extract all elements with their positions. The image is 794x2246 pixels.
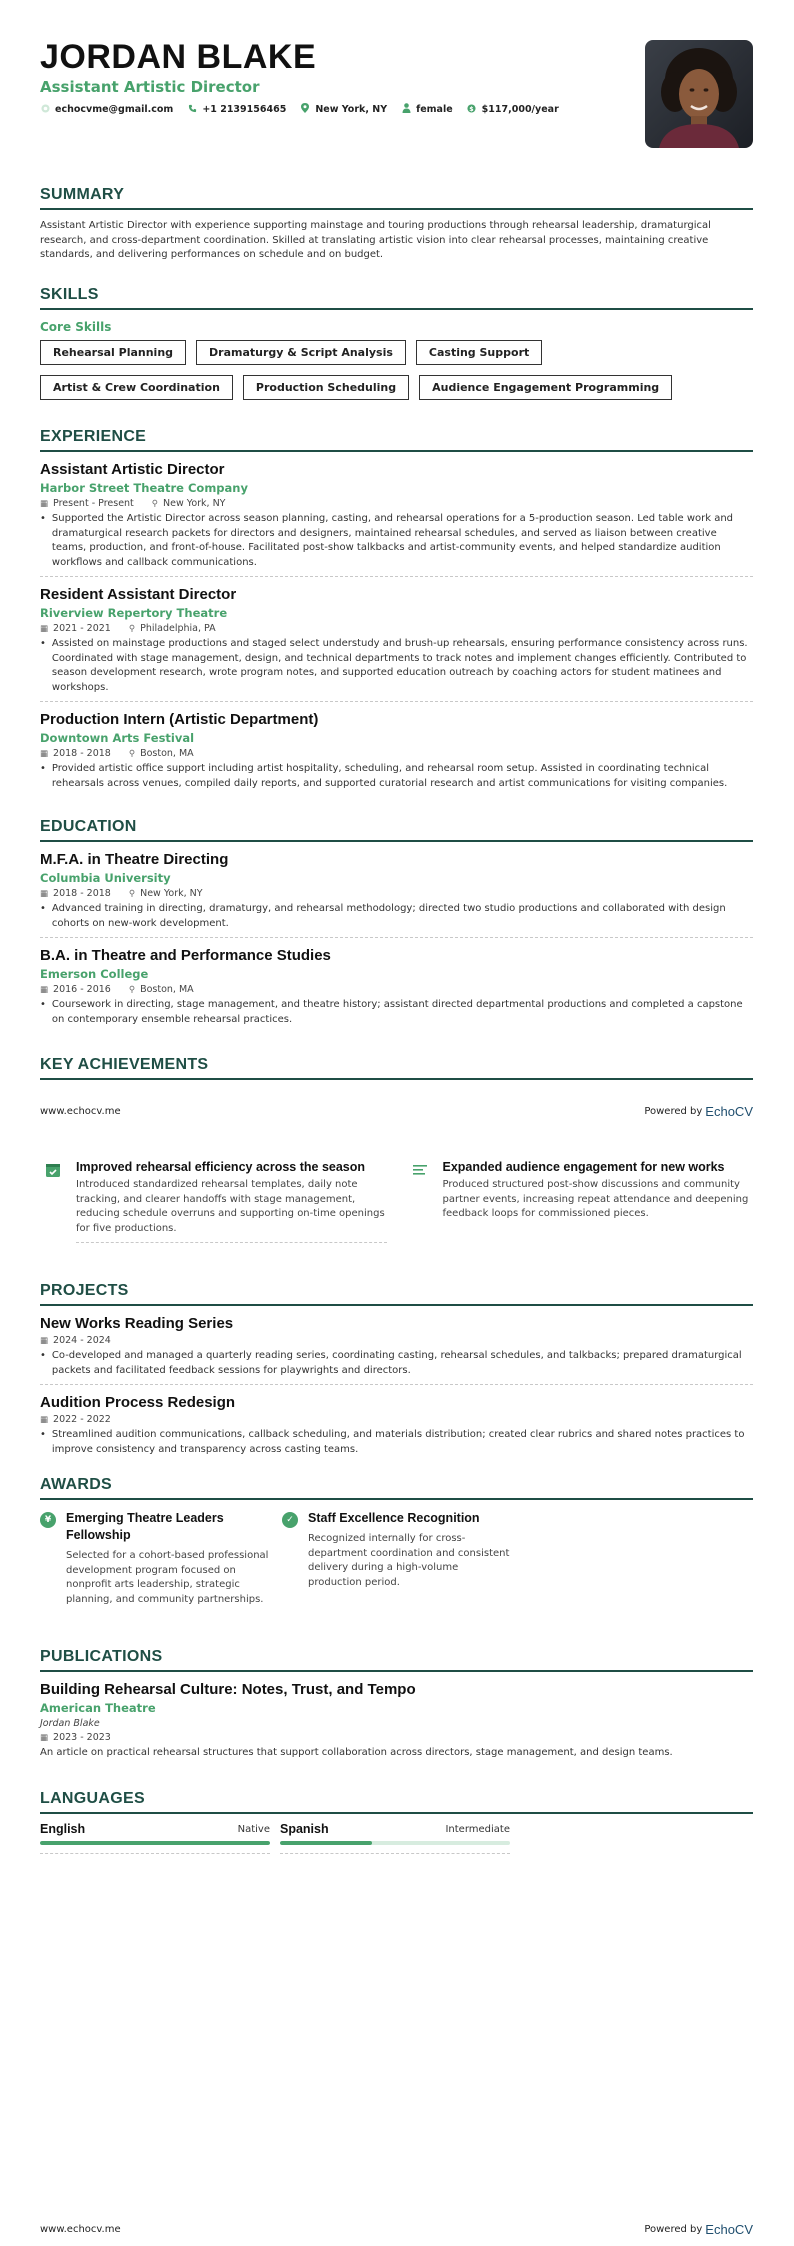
lines-icon [407, 1160, 433, 1243]
language-bar-fill [40, 1841, 270, 1845]
contact-salary [467, 104, 559, 116]
location-icon: ⚲ [128, 984, 136, 995]
footer-site[interactable]: www.echocv.me [40, 1106, 121, 1117]
employer-name: Downtown Arts Festival [40, 731, 195, 745]
job-meta [40, 498, 753, 509]
skills-subheading: Core Skills [40, 320, 112, 334]
phone-icon [187, 104, 197, 116]
summary-section [40, 186, 753, 263]
contact-email[interactable] [40, 104, 173, 116]
contact-salary-text: $117,000/year [481, 104, 559, 115]
skill-tag: Artist & Crew Coordination [40, 375, 233, 400]
awards-section [40, 1476, 753, 1607]
education-meta [40, 888, 753, 899]
job-meta [40, 623, 753, 634]
awards-heading: AWARDS [40, 1476, 753, 1500]
bullet-icon: • [40, 903, 46, 914]
contact-gender [401, 103, 453, 116]
award-description: Selected for a cohort-based professional development program focused on nonprofit arts leadership, strategic planning, and community partnerships. [66, 1550, 269, 1605]
projects-heading: PROJECTS [40, 1282, 753, 1306]
job-description: Assisted on mainstage productions and staged select understudy and brush-up rehearsals, ensuring performance consistency across runs. Coordinated with stage management, design, and technical departments to track notes and implement changes efficiently. Contributed to season development research, wrote program notes, and supported education outreach by coaching actors for student matinees and workshops. [51, 638, 748, 693]
skill-tag: Dramaturgy & Script Analysis [196, 340, 406, 365]
language-bar [280, 1841, 510, 1845]
calendar-icon: ▦ [40, 1732, 49, 1743]
calendar-icon: ▦ [40, 748, 49, 759]
experience-entry [40, 461, 753, 577]
bullet-icon: • [40, 763, 46, 774]
summary-heading: SUMMARY [40, 186, 753, 210]
footer-brand-name: EchoCV [705, 2222, 753, 2237]
job-title: Resident Assistant Director [40, 586, 237, 603]
calendar-icon: ▦ [40, 984, 49, 995]
calendar-check-icon [40, 1160, 66, 1243]
education-dates: 2016 - 2016 [53, 984, 111, 995]
job-title: Production Intern (Artistic Department) [40, 711, 319, 728]
candidate-role: Assistant Artistic Director [40, 78, 260, 96]
person-icon [401, 103, 411, 116]
degree-title: B.A. in Theatre and Performance Studies [40, 947, 331, 964]
salary-icon [467, 104, 477, 116]
profile-photo [645, 40, 753, 148]
education-dates: 2018 - 2018 [53, 888, 111, 899]
project-dates: 2022 - 2022 [53, 1414, 111, 1425]
project-dates: 2024 - 2024 [53, 1335, 111, 1346]
languages-section [40, 1790, 753, 1854]
bullet-icon: • [40, 513, 46, 524]
job-title: Assistant Artistic Director [40, 461, 225, 478]
skill-tag: Casting Support [416, 340, 542, 365]
project-meta [40, 1414, 753, 1425]
project-title: Audition Process Redesign [40, 1394, 236, 1411]
publications-heading: PUBLICATIONS [40, 1648, 753, 1672]
footer-site[interactable]: www.echocv.me [40, 2224, 121, 2235]
job-location: Boston, MA [140, 748, 194, 759]
project-meta [40, 1335, 753, 1346]
award-title: Emerging Theatre Leaders Fellowship [66, 1511, 224, 1542]
award-item [282, 1510, 512, 1607]
location-icon: ⚲ [128, 888, 136, 899]
achievement-title: Expanded audience engagement for new works [442, 1160, 725, 1174]
language-name: English [40, 1822, 86, 1836]
achievement-title: Improved rehearsal efficiency across the season [76, 1160, 366, 1174]
skill-tag: Production Scheduling [243, 375, 409, 400]
calendar-icon: ▦ [40, 1414, 49, 1425]
contact-phone-text: +1 2139156465 [202, 104, 287, 115]
award-description: Recognized internally for cross-department coordination and consistent delivery during a high-volume production period. [308, 1533, 510, 1588]
language-item [280, 1822, 510, 1854]
candidate-name: JORDAN BLAKE [40, 38, 317, 76]
job-dates: Present - Present [53, 498, 134, 509]
language-level: Native [237, 1823, 270, 1835]
contact-location-text: New York, NY [315, 104, 388, 115]
publication-dates: 2023 - 2023 [53, 1732, 111, 1743]
language-bar [40, 1841, 270, 1845]
project-description: Streamlined audition communications, callback scheduling, and materials distribution; created clear rubrics and shared notes practices to improve consistency and transparency across casting teams. [51, 1429, 745, 1455]
publications-section [40, 1648, 753, 1767]
award-item [40, 1510, 270, 1607]
location-icon: ⚲ [128, 748, 136, 759]
bullet-icon: • [40, 1429, 46, 1440]
education-section [40, 818, 753, 1033]
education-entry [40, 851, 753, 938]
skill-tags [40, 340, 740, 400]
job-location: New York, NY [163, 498, 226, 509]
location-icon: ⚲ [128, 623, 136, 634]
awards-list [40, 1510, 753, 1607]
employer-name: Harbor Street Theatre Company [40, 481, 248, 495]
achievement-description: Produced structured post-show discussions and community partner events, increasing repeat attendance and deepening feedback loops for commissioned pieces. [442, 1179, 749, 1219]
experience-entry [40, 586, 753, 702]
achievement-item [40, 1160, 387, 1243]
location-icon: ⚲ [151, 498, 159, 509]
project-title: New Works Reading Series [40, 1315, 234, 1332]
footer-powered: Powered by [644, 2224, 703, 2235]
job-dates: 2018 - 2018 [53, 748, 111, 759]
project-entry [40, 1394, 753, 1463]
footer-brand-name: EchoCV [705, 1104, 753, 1119]
publication-title: Building Rehearsal Culture: Notes, Trust, and Tempo [40, 1681, 416, 1698]
school-name: Columbia University [40, 871, 171, 885]
education-entry [40, 947, 753, 1033]
location-icon [300, 103, 310, 116]
school-name: Emerson College [40, 967, 149, 981]
page-footer [40, 1104, 753, 1119]
job-description: Provided artistic office support including artist hospitality, scheduling, and rehearsal room setup. Assisted in coordinating technical rehearsals across venues, compiled daily reports, and supported curatorial research and artist communications for visiting companies. [51, 763, 728, 789]
projects-section [40, 1282, 753, 1463]
resume-header [40, 38, 640, 116]
calendar-icon: ▦ [40, 623, 49, 634]
footer-brand [644, 1104, 753, 1119]
project-description: Co-developed and managed a quarterly reading series, coordinating casting, rehearsal schedules, and talkbacks; prepared dramaturgical packets and facilitated feedback sessions for playwrights and directors. [51, 1350, 742, 1376]
education-location: New York, NY [140, 888, 203, 899]
svg-text:$: $ [469, 105, 474, 113]
contact-bar [40, 103, 640, 116]
languages-list [40, 1822, 753, 1854]
bullet-icon: • [40, 1350, 46, 1361]
job-description: Supported the Artistic Director across season planning, casting, and rehearsal operations for a 5-production season. Led table work and dramaturgical research packets for directors and designers, maintained rehearsal schedules, and served as liaison between creative teams, production, and front-of-house. Facilitated post-show talkbacks and artist-community events, and helped standardize audition workflows and callback communications. [51, 513, 734, 568]
calendar-icon: ▦ [40, 888, 49, 899]
education-meta [40, 984, 753, 995]
education-heading: EDUCATION [40, 818, 753, 842]
footer-brand [644, 2222, 753, 2237]
summary-text: Assistant Artistic Director with experience supporting mainstage and touring productions through rehearsal leadership, dramaturgical research, and cross-department coordination. Skilled at translating artistic vision into clear rehearsal processes, maintaining creative standards, and delivering performances on schedule and on budget. [40, 220, 711, 260]
yen-icon: ¥ [40, 1512, 56, 1528]
contact-email-text: echocvme@gmail.com [55, 104, 174, 115]
project-entry [40, 1315, 753, 1385]
language-level: Intermediate [445, 1823, 510, 1835]
skills-section [40, 286, 753, 400]
education-location: Boston, MA [140, 984, 194, 995]
language-item [40, 1822, 270, 1854]
contact-location [300, 103, 387, 116]
publication-meta [40, 1732, 753, 1743]
check-icon: ✓ [282, 1512, 298, 1528]
award-title: Staff Excellence Recognition [308, 1511, 480, 1525]
employer-name: Riverview Repertory Theatre [40, 606, 228, 620]
achievement-item [407, 1160, 754, 1243]
bullet-icon: • [40, 999, 46, 1010]
publication-description: An article on practical rehearsal structures that support collaboration across directors, stage management, and design teams. [40, 1747, 673, 1758]
job-meta [40, 748, 753, 759]
achievements-list [40, 1160, 753, 1243]
achievement-description: Introduced standardized rehearsal templates, daily note tracking, and clearer handoffs with stage management, reducing schedule overruns and supporting on-time openings for five productions. [76, 1179, 385, 1234]
degree-title: M.F.A. in Theatre Directing [40, 851, 229, 868]
skill-tag: Audience Engagement Programming [419, 375, 672, 400]
email-icon [40, 104, 50, 116]
language-name: Spanish [280, 1822, 329, 1836]
footer-powered: Powered by [644, 1106, 703, 1117]
publication-author: Jordan Blake [40, 1718, 100, 1729]
job-location: Philadelphia, PA [140, 623, 216, 634]
achievements-section [40, 1056, 753, 1080]
language-bar-fill [280, 1841, 372, 1845]
skills-heading: SKILLS [40, 286, 753, 310]
education-description: Coursework in directing, stage management, and theatre history; assistant directed departmental productions and completed a capstone on contemporary ensemble rehearsal practices. [51, 999, 743, 1025]
page-footer [40, 2222, 753, 2237]
experience-section [40, 428, 753, 797]
publication-entry [40, 1681, 753, 1767]
contact-phone[interactable] [187, 104, 286, 116]
job-dates: 2021 - 2021 [53, 623, 111, 634]
languages-heading: LANGUAGES [40, 1790, 753, 1814]
contact-gender-text: female [416, 104, 453, 115]
experience-heading: EXPERIENCE [40, 428, 753, 452]
achievements-heading: KEY ACHIEVEMENTS [40, 1056, 753, 1080]
calendar-icon: ▦ [40, 498, 49, 509]
bullet-icon: • [40, 638, 46, 649]
publisher-name: American Theatre [40, 1701, 156, 1715]
education-description: Advanced training in directing, dramaturgy, and rehearsal methodology; directed two studio productions and collaborated with design cohorts on new-work development. [51, 903, 726, 929]
experience-entry [40, 711, 753, 797]
calendar-icon: ▦ [40, 1335, 49, 1346]
skill-tag: Rehearsal Planning [40, 340, 186, 365]
